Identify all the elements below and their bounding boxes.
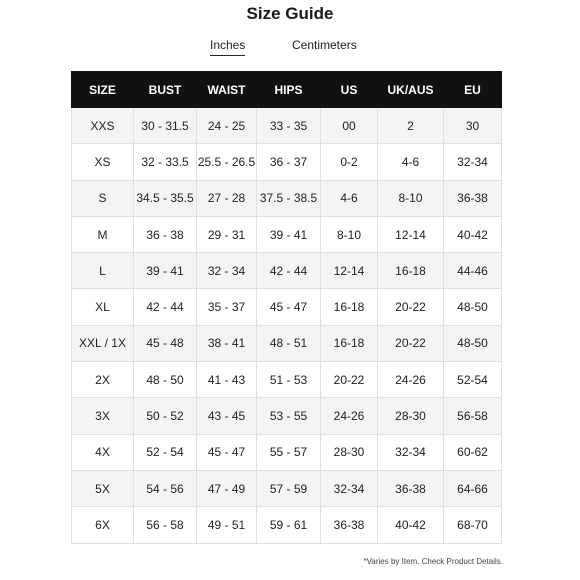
table-cell: 32-34 xyxy=(444,144,502,180)
table-cell: 36-38 xyxy=(444,180,502,216)
header-row xyxy=(72,72,502,108)
footnote: *Varies by Item. Check Product Details. xyxy=(363,557,503,566)
table-cell: 39 - 41 xyxy=(134,253,197,289)
table-row xyxy=(72,108,502,144)
table-cell: 45 - 48 xyxy=(134,325,197,361)
column-header-us: US xyxy=(321,72,378,108)
table-cell: 28-30 xyxy=(321,434,378,470)
table-cell: 8-10 xyxy=(321,216,378,252)
table-cell: 20-22 xyxy=(321,362,378,398)
table-cell: 36 - 37 xyxy=(257,144,321,180)
table-row xyxy=(72,434,502,470)
table-cell: 47 - 49 xyxy=(197,470,257,506)
table-row xyxy=(72,216,502,252)
table-cell: 50 - 52 xyxy=(134,398,197,434)
table-cell: 55 - 57 xyxy=(257,434,321,470)
table-cell: 42 - 44 xyxy=(257,253,321,289)
table-cell: 38 - 41 xyxy=(197,325,257,361)
table-cell: 20-22 xyxy=(378,325,444,361)
table-cell: 32-34 xyxy=(321,470,378,506)
table-cell: 44-46 xyxy=(444,253,502,289)
table-cell: 48 - 51 xyxy=(257,325,321,361)
table-cell: 32 - 34 xyxy=(197,253,257,289)
table-cell: 2 xyxy=(378,108,444,144)
table-cell: 41 - 43 xyxy=(197,362,257,398)
size-label-cell: L xyxy=(72,253,134,289)
table-body xyxy=(72,108,502,544)
column-header-size: SIZE xyxy=(72,72,134,108)
table-cell: 0-2 xyxy=(321,144,378,180)
table-row xyxy=(72,325,502,361)
table-row xyxy=(72,398,502,434)
table-cell: 32 - 33.5 xyxy=(134,144,197,180)
size-label-cell: XL xyxy=(72,289,134,325)
size-label-cell: 2X xyxy=(72,362,134,398)
table-cell: 32-34 xyxy=(378,434,444,470)
size-label-cell: M xyxy=(72,216,134,252)
table-cell: 56-58 xyxy=(444,398,502,434)
table-cell: 12-14 xyxy=(378,216,444,252)
table-cell: 42 - 44 xyxy=(134,289,197,325)
table-cell: 52-54 xyxy=(444,362,502,398)
size-label-cell: XXL / 1X xyxy=(72,325,134,361)
table-cell: 00 xyxy=(321,108,378,144)
table-cell: 40-42 xyxy=(444,216,502,252)
table-cell: 28-30 xyxy=(378,398,444,434)
size-label-cell: XXS xyxy=(72,108,134,144)
column-header-uk-aus: UK/AUS xyxy=(378,72,444,108)
table-cell: 68-70 xyxy=(444,507,502,543)
table-cell: 30 - 31.5 xyxy=(134,108,197,144)
table-cell: 45 - 47 xyxy=(197,434,257,470)
table-row xyxy=(72,253,502,289)
table-cell: 49 - 51 xyxy=(197,507,257,543)
column-header-hips: HIPS xyxy=(257,72,321,108)
table-cell: 60-62 xyxy=(444,434,502,470)
column-header-eu: EU xyxy=(444,72,502,108)
table-cell: 64-66 xyxy=(444,470,502,506)
table-cell: 36-38 xyxy=(321,507,378,543)
table-header xyxy=(72,72,502,108)
column-header-bust: BUST xyxy=(134,72,197,108)
tab-centimeters[interactable]: Centimeters xyxy=(292,38,357,52)
table-cell: 27 - 28 xyxy=(197,180,257,216)
table-cell: 48-50 xyxy=(444,289,502,325)
table-cell: 48 - 50 xyxy=(134,362,197,398)
size-table xyxy=(71,71,502,544)
table-cell: 16-18 xyxy=(321,325,378,361)
table-cell: 12-14 xyxy=(321,253,378,289)
table-cell: 20-22 xyxy=(378,289,444,325)
table-cell: 54 - 56 xyxy=(134,470,197,506)
size-label-cell: 3X xyxy=(72,398,134,434)
table-cell: 24-26 xyxy=(378,362,444,398)
tab-inches[interactable]: Inches xyxy=(210,38,246,52)
size-label-cell: XS xyxy=(72,144,134,180)
size-label-cell: 4X xyxy=(72,434,134,470)
table-cell: 30 xyxy=(444,108,502,144)
table-cell: 56 - 58 xyxy=(134,507,197,543)
table-cell: 45 - 47 xyxy=(257,289,321,325)
table-cell: 48-50 xyxy=(444,325,502,361)
table-cell: 4-6 xyxy=(378,144,444,180)
size-label-cell: 5X xyxy=(72,470,134,506)
table-cell: 51 - 53 xyxy=(257,362,321,398)
table-cell: 16-18 xyxy=(378,253,444,289)
table-cell: 43 - 45 xyxy=(197,398,257,434)
column-header-waist: WAIST xyxy=(197,72,257,108)
table-cell: 36 - 38 xyxy=(134,216,197,252)
table-cell: 25.5 - 26.5 xyxy=(197,144,257,180)
table-cell: 52 - 54 xyxy=(134,434,197,470)
table-cell: 29 - 31 xyxy=(197,216,257,252)
page-title: Size Guide xyxy=(246,4,334,23)
table-cell: 57 - 59 xyxy=(257,470,321,506)
table-row xyxy=(72,507,502,543)
table-cell: 36-38 xyxy=(378,470,444,506)
table-cell: 24 - 25 xyxy=(197,108,257,144)
unit-tabs xyxy=(0,37,580,57)
table-cell: 33 - 35 xyxy=(257,108,321,144)
table-cell: 39 - 41 xyxy=(257,216,321,252)
table-cell: 4-6 xyxy=(321,180,378,216)
size-label-cell: S xyxy=(72,180,134,216)
table-cell: 53 - 55 xyxy=(257,398,321,434)
table-cell: 40-42 xyxy=(378,507,444,543)
table-cell: 24-26 xyxy=(321,398,378,434)
table-cell: 8-10 xyxy=(378,180,444,216)
table-row xyxy=(72,362,502,398)
table-cell: 59 - 61 xyxy=(257,507,321,543)
table-row xyxy=(72,289,502,325)
table-row xyxy=(72,470,502,506)
table-cell: 34.5 - 35.5 xyxy=(134,180,197,216)
table-cell: 16-18 xyxy=(321,289,378,325)
table-row xyxy=(72,180,502,216)
table-row xyxy=(72,144,502,180)
table-cell: 35 - 37 xyxy=(197,289,257,325)
table-cell: 37.5 - 38.5 xyxy=(257,180,321,216)
size-label-cell: 6X xyxy=(72,507,134,543)
